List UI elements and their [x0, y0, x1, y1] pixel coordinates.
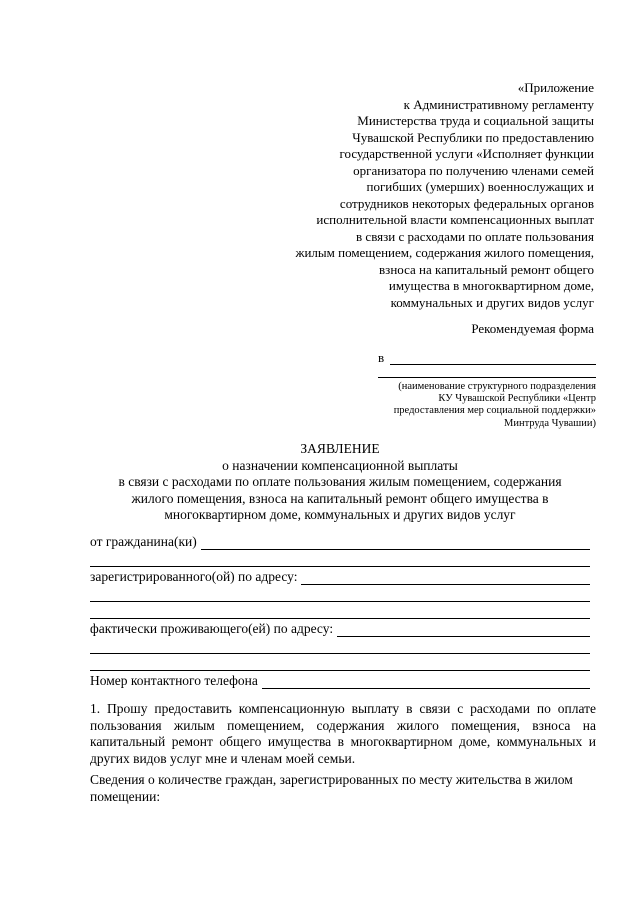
appendix-line: коммунальных и других видов услуг — [390, 294, 594, 310]
addressee-note-line: предоставления мер социальной поддержки» — [393, 405, 596, 417]
registered-address-label: зарегистрированного(ой) по адресу: — [90, 569, 298, 584]
title-line: о назначении компенсационной выплаты — [222, 457, 458, 473]
appendix-line: государственной услуги «Исполняет функции — [339, 146, 594, 161]
phone-label: Номер контактного телефона — [90, 673, 258, 688]
applicant-fields — [90, 534, 590, 689]
appendix-line: сотрудников некоторых федеральных органов — [339, 195, 594, 211]
title-heading: ЗАЯВЛЕНИЕ — [300, 441, 380, 456]
citizen-row — [90, 534, 590, 550]
residing-address-line-3[interactable] — [90, 654, 590, 671]
phone-field[interactable] — [262, 675, 590, 689]
phone-row — [90, 671, 590, 689]
request-paragraph: 1. Прошу предоставить компенсационную выплату в связи с расходами по оплате пользования жилым помещением, содержания жилого помещения, взноса на капитальный ремонт общего имущества в многоквартирном доме, коммунальных и других видов услуг мне и членам моей семьи. — [90, 701, 596, 766]
addressee-prefix: в — [378, 350, 385, 365]
application-title — [60, 441, 620, 524]
residents-info-paragraph: Сведения о количестве граждан, зарегистрированных по месту жительства в жилом помещении: — [90, 772, 573, 804]
title-line: жилого помещения, взноса на капитальный ремонт общего имущества в — [131, 490, 549, 506]
residing-address-field[interactable] — [337, 623, 590, 637]
registered-address-field[interactable] — [301, 571, 590, 585]
citizen-label: от гражданина(ки) — [90, 534, 197, 549]
addressee-note-line: Минтруда Чувашии) — [504, 417, 596, 429]
appendix-line: взноса на капитальный ремонт общего — [379, 261, 594, 277]
addressee-note-line: КУ Чувашской Республики «Центр — [438, 393, 596, 405]
appendix-header — [234, 80, 594, 311]
appendix-line: Чувашской Республики по предоставлению — [352, 129, 594, 145]
form-type-label: Рекомендуемая форма — [471, 321, 594, 336]
appendix-line: Министерства труда и социальной защиты — [357, 113, 594, 128]
addressee-input-line[interactable] — [390, 352, 596, 365]
addressee-block — [378, 349, 596, 430]
addressee-note-line: (наименование структурного подразделения — [398, 381, 596, 392]
appendix-line: к Административному регламенту — [403, 96, 594, 112]
registered-row — [90, 567, 590, 585]
citizen-field[interactable] — [201, 536, 590, 550]
appendix-line: в связи с расходами по оплате пользования — [356, 228, 594, 244]
appendix-line: исполнительной власти компенсационных выплат — [316, 212, 594, 227]
addressee-note — [378, 381, 596, 430]
registered-address-line-2[interactable] — [90, 585, 590, 602]
registered-address-line-3[interactable] — [90, 602, 590, 619]
residing-address-label: фактически проживающего(ей) по адресу: — [90, 621, 334, 636]
appendix-line: жилым помещением, содержания жилого помещения, — [295, 245, 594, 260]
title-line: в связи с расходами по оплате пользования жилым помещением, содержания — [118, 474, 562, 489]
title-line: многоквартирном доме, коммунальных и других видов услуг — [164, 507, 516, 522]
residing-address-line-2[interactable] — [90, 637, 590, 654]
appendix-line: организатора по получению членами семей — [353, 162, 594, 178]
citizen-field-extra-line[interactable] — [90, 550, 590, 567]
residing-row — [90, 619, 590, 637]
appendix-line: имущества в многоквартирном доме, — [388, 278, 594, 293]
appendix-line: «Приложение — [517, 80, 594, 95]
appendix-line: погибших (умерших) военнослужащих и — [366, 179, 594, 194]
addressee-input-line-2[interactable] — [378, 367, 596, 378]
